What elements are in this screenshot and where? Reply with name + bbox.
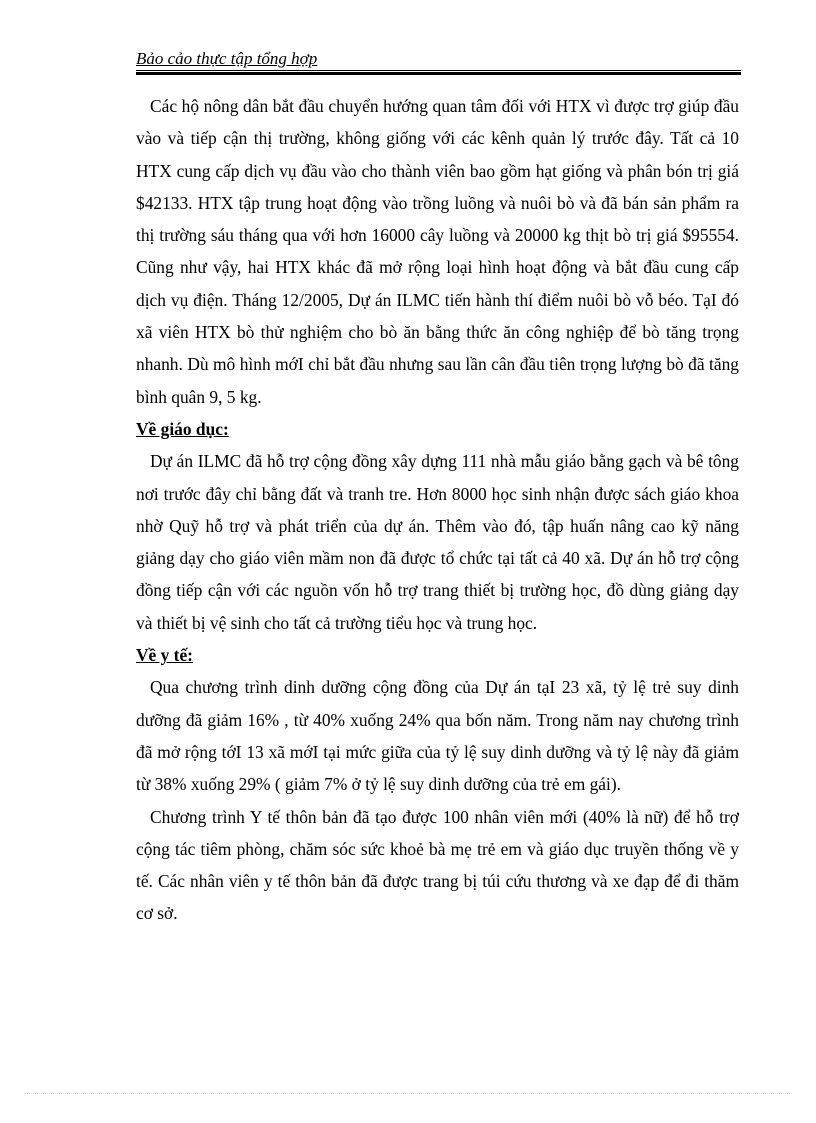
paragraph-education: Dự án ILMC đã hỗ trợ cộng đồng xây dựng 111 nhà mẫu giáo bằng gạch và bê tông nơi trước đây chỉ bằng đất và tranh tre. Hơn 8000 học sinh nhận được sách giáo khoa nhờ Quỹ hỗ trợ và phát triển của dự án. Thêm vào đó, tập huấn nâng cao kỹ năng giảng dạy cho giáo viên mầm non đã được tổ chức tại tất cả 40 xã. Dự án hỗ trợ cộng đồng tiếp cận với các nguồn vốn hỗ trợ trang thiết bị trường học, đồ dùng giảng dạy và thiết bị vệ sinh cho tất cả trường tiểu học và trung học.: [136, 451, 739, 633]
heading-education: Về giáo dục:: [136, 418, 229, 439]
header-title: Bảo cảo thực tập tổng hợp: [136, 49, 318, 68]
paragraph-health-village: Chương trình Y tế thôn bản đã tạo được 100 nhân viên mới (40% là nữ) để hỗ trợ cộng tác tiêm phòng, chăm sóc sức khoẻ bà mẹ trẻ em và giáo dục truyền thống về y tế. Các nhân viên y tế thôn bản đã được trang bị túi cứu thương và xe đạp để đi thăm cơ sở.: [136, 806, 739, 924]
header-rule: [136, 70, 741, 75]
footer-divider: [24, 1093, 792, 1094]
page-header: [136, 48, 741, 75]
heading-health: Về y tế:: [136, 645, 193, 666]
paragraph-cooperatives: Các hộ nông dân bắt đầu chuyển hướng quan tâm đối với HTX vì được trợ giúp đầu vào và tiếp cận thị trường, không giống với các kênh quản lý trước đây. Tất cả 10 HTX cung cấp dịch vụ đầu vào cho thành viên bao gồm hạt giống và phân bón trị giá $42133. HTX tập trung hoạt động vào trồng luồng và nuôi bò và đã bán sản phẩm ra thị trường sáu tháng qua với hơn 16000 cây luồng và 20000 kg thịt bò trị giá $95554. Cũng như vậy, hai HTX khác đã mở rộng loại hình hoạt động và bắt đầu cung cấp dịch vụ điện. Tháng 12/2005, Dự án ILMC tiến hành thí điểm nuôi bò vỗ béo. TạI đó xã viên HTX bò thử nghiệm cho bò ăn bằng thức ăn công nghiệp để bò tăng trọng nhanh. Dù mô hình mớI chỉ bắt đầu nhưng sau lần cân đầu tiên trọng lượng bò đã tăng bình quân 9, 5 kg.: [136, 96, 739, 407]
document-body: [136, 90, 739, 930]
paragraph-health-nutrition: Qua chương trình dinh dưỡng cộng đồng của Dự án tạI 23 xã, tỷ lệ trẻ suy dinh dưỡng đã giảm 16% , từ 40% xuống 24% qua bốn năm. Trong năm nay chương trình đã mở rộng tớI 13 xã mớI tại mức giữa của tỷ lệ suy dinh dưỡng và tỷ lệ này đã giảm từ 38% xuống 29% ( giảm 7% ở tỷ lệ suy dinh dưỡng của trẻ em gái).: [136, 677, 739, 795]
